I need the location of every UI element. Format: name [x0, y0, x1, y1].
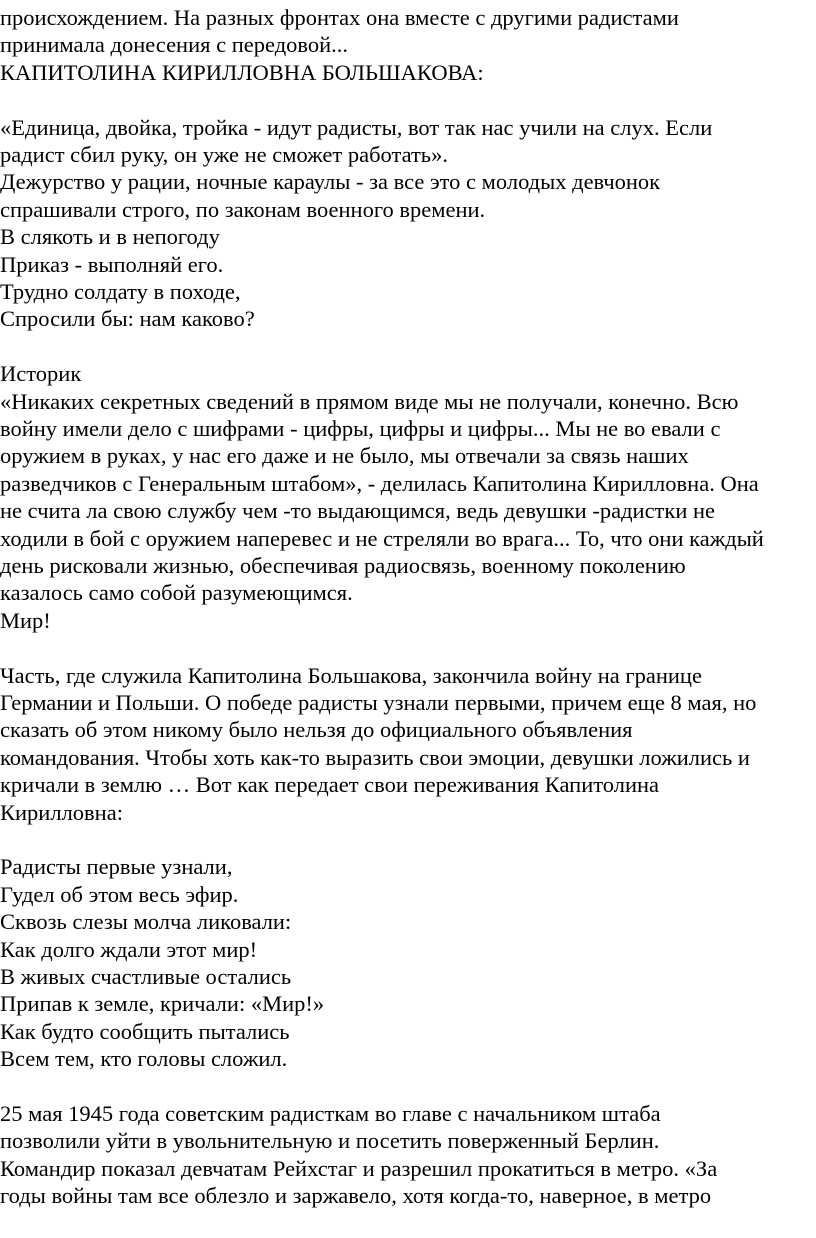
text-line: сказать об этом никому было нельзя до официального объявления [0, 717, 633, 743]
text-line: Как долго ждали этот мир! [0, 936, 258, 962]
text-line: Германии и Польши. О победе радисты узнали первыми, причем еще 8 мая, но [0, 690, 757, 715]
text-line: Приказ - выполняй его. [0, 251, 224, 277]
text-line: Радисты первые узнали, [0, 854, 233, 880]
text-line: Историк [0, 361, 82, 387]
text-line: радист сбил руку, он уже не сможет работать». [0, 142, 448, 167]
text-line: В слякоть и в непогоду [0, 224, 220, 250]
text-line: происхождением. На разных фронтах она вместе с другими радистами [0, 5, 679, 30]
text-line: Как будто сообщить пытались [0, 1018, 290, 1044]
text-line: Мир! [0, 607, 51, 633]
text-line: «Никаких секретных сведений в прямом виде мы не получали, конечно. Всю [0, 388, 739, 414]
text-line: кричали в землю … Вот как передает свои переживания Капитолина [0, 772, 660, 798]
text-line: Всем тем, кто головы сложил. [0, 1046, 288, 1072]
text-line: КАПИТОЛИНА КИРИЛЛОВНА БОЛЬШАКОВА: [0, 59, 484, 85]
text-line: Припав к земле, кричали: «Мир!» [0, 991, 325, 1017]
text-line: принимала донесения с передовой... [0, 32, 349, 58]
text-line: В живых счастливые остались [0, 964, 292, 989]
text-line: день рисковали жизнью, обеспечивая радиосвязь, военному поколению [0, 553, 686, 578]
text-line: не счита ла свою службу чем -то выдающимся, ведь девушки -радистки не [0, 498, 716, 524]
text-line: войну имели дело с шифрами - цифры, цифры и цифры... Мы не во евали с [0, 416, 721, 441]
text-line: годы войны там все облезло и заржавело, хотя когда-то, наверное, в метро [0, 1183, 712, 1209]
text-line: Спросили бы: нам каково? [0, 306, 255, 332]
text-line: Дежурство у рации, ночные караулы - за все это с молодых девчонок [0, 169, 661, 195]
text-line: «Единица, двойка, тройка - идут радисты, вот так нас учили на слух. Если [0, 114, 713, 140]
text-line: Кирилловна: [0, 799, 123, 825]
text-line: Часть, где служила Капитолина Большакова, закончила войну на границе [0, 662, 702, 688]
text-line: Трудно солдату в походе, [0, 279, 241, 304]
text-line: ходили в бой с оружием наперевес и не стреляли во врага... То, что они каждый [0, 525, 764, 551]
text-line: 25 мая 1945 года советским радисткам во главе с начальником штаба [0, 1101, 661, 1126]
text-line: командования. Чтобы хоть как-то выразить свои эмоции, девушки ложились и [0, 744, 750, 770]
text-line: позволили уйти в увольнительную и посетить поверженный Берлин. [0, 1128, 660, 1154]
text-line: Сквозь слезы молча ликовали: [0, 909, 292, 935]
text-line: Командир показал девчатам Рейхстаг и разрешил прокатиться в метро. «За [0, 1155, 718, 1181]
text-line: оружием в руках, у нас его даже и не было, мы отвечали за связь наших [0, 443, 689, 469]
text-line: Гудел об этом весь эфир. [0, 881, 239, 907]
text-line: спрашивали строго, по законам военного времени. [0, 196, 486, 222]
text-line: казалось само собой разумеющимся. [0, 580, 353, 606]
text-line: разведчиков с Генеральным штабом», - делилась Капитолина Кирилловна. Она [0, 470, 759, 496]
